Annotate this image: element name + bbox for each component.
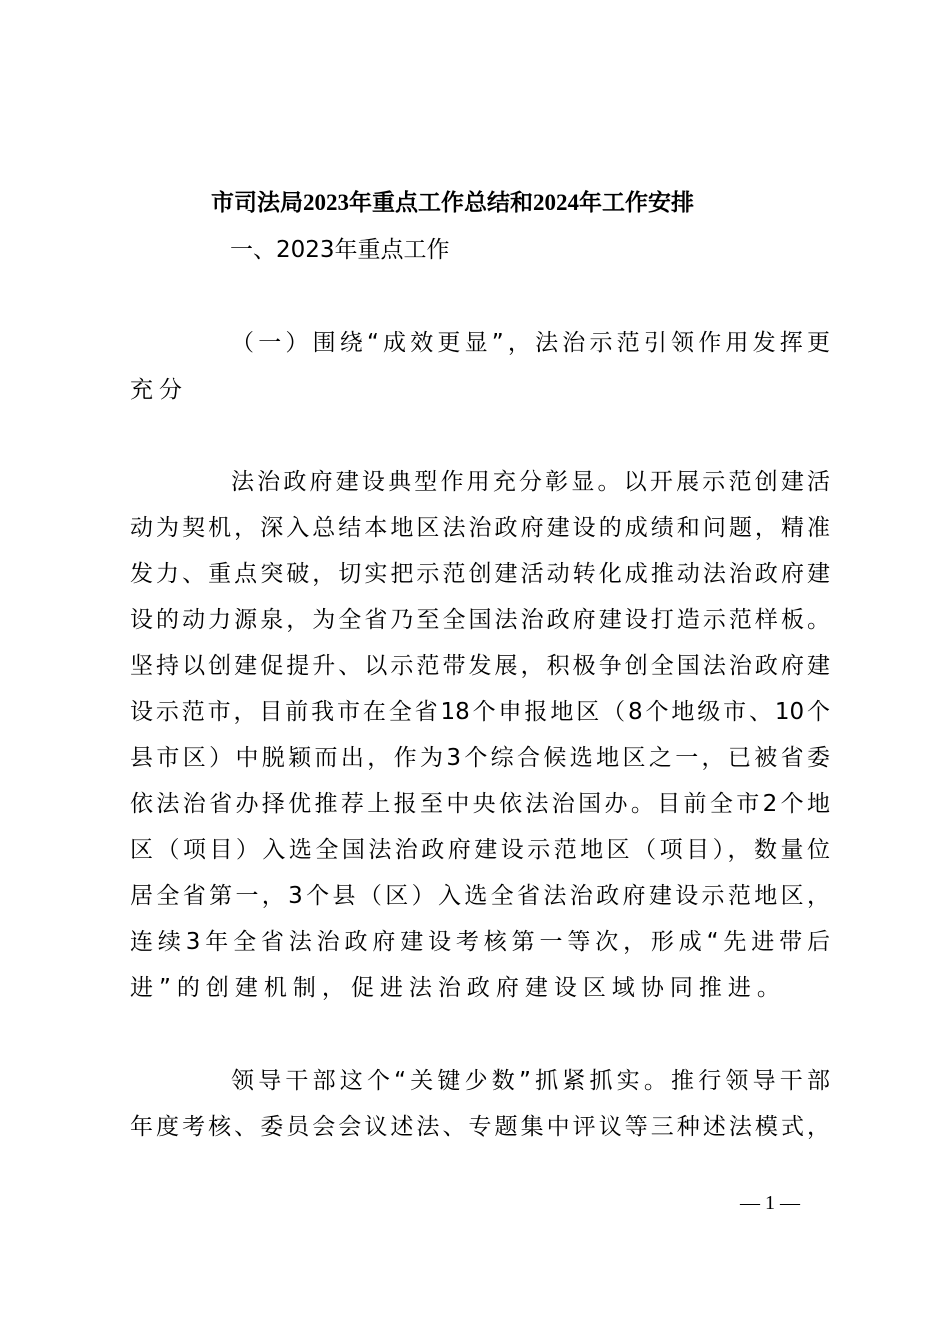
paragraph-line: 法治政府建设典型作用充分彰显。以开展示范创建活 bbox=[231, 469, 830, 495]
paragraph-line: 居全省第一，3个县（区）入选全省法治政府建设示范地区， bbox=[130, 883, 830, 909]
subsection-heading-line-1: （一）围绕“成效更显”，法治示范引领作用发挥更 bbox=[231, 330, 830, 356]
section-heading: 一、2023年重点工作 bbox=[230, 237, 450, 263]
paragraph-line: 连续3年全省法治政府建设考核第一等次，形成“先进带后 bbox=[130, 929, 830, 955]
subsection-heading-line-2: 充分 bbox=[130, 377, 188, 403]
paragraph-line: 进”的创建机制，促进法治政府建设区域协同推进。 bbox=[130, 975, 786, 1001]
paragraph-line: 坚持以创建促提升、以示范带发展，积极争创全国法治政府建 bbox=[130, 653, 830, 679]
paragraph-line: 设的动力源泉，为全省乃至全国法治政府建设打造示范样板。 bbox=[130, 607, 830, 633]
paragraph-line: 领导干部这个“关键少数”抓紧抓实。推行领导干部 bbox=[231, 1068, 830, 1094]
paragraph-line: 动为契机，深入总结本地区法治政府建设的成绩和问题，精准 bbox=[130, 515, 830, 541]
paragraph-line: 设示范市，目前我市在全省18个申报地区（8个地级市、10个 bbox=[130, 699, 830, 725]
page-number: — 1 — bbox=[740, 1192, 800, 1214]
paragraph-line: 县市区）中脱颖而出，作为3个综合候选地区之一，已被省委 bbox=[130, 745, 830, 771]
paragraph-line: 年度考核、委员会会议述法、专题集中评议等三种述法模式， bbox=[130, 1114, 830, 1140]
paragraph-line: 区（项目）入选全国法治政府建设示范地区（项目），数量位 bbox=[130, 837, 830, 863]
document-title: 市司法局2023年重点工作总结和2024年工作安排 bbox=[211, 190, 694, 215]
paragraph-line: 依法治省办择优推荐上报至中央依法治国办。目前全市2个地 bbox=[130, 791, 830, 817]
paragraph-line: 发力、重点突破，切实把示范创建活动转化成推动法治政府建 bbox=[130, 561, 830, 587]
